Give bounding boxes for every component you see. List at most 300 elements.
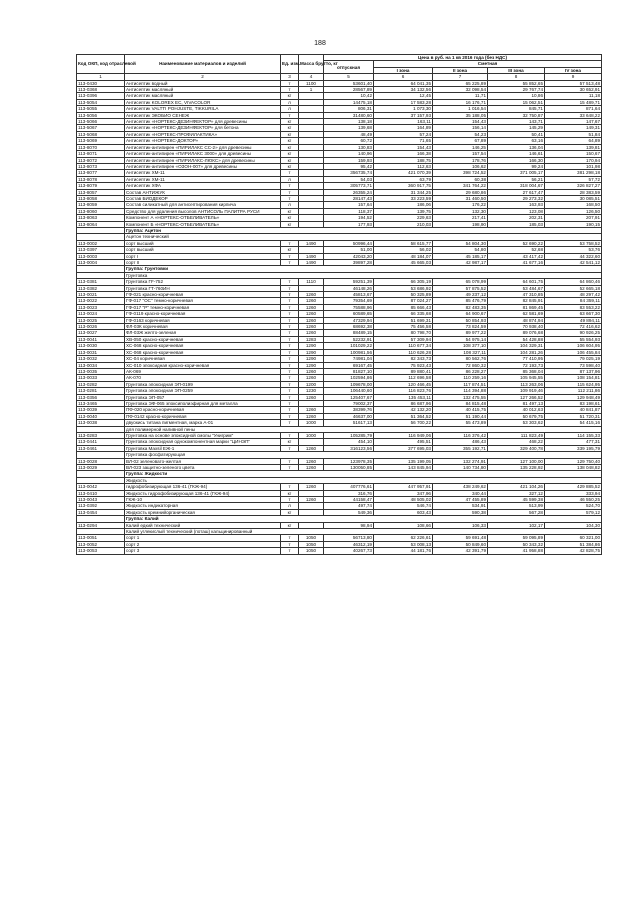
cell-mass: 1260 <box>299 311 324 317</box>
cell-code: 113-0038 <box>77 420 125 426</box>
cell-release: 157,64 <box>324 202 374 208</box>
cell-code: 113-5066 <box>77 119 125 125</box>
cell-z3: 136,04 <box>488 144 545 150</box>
cell-z2: 72 860,32 <box>433 362 488 368</box>
cell-release: 60589,65 <box>324 311 374 317</box>
cell-code: 113-8060 <box>77 208 125 214</box>
cell-unit: т <box>281 420 299 426</box>
cell-code: 113-5055 <box>77 106 125 112</box>
cell-unit: т <box>281 112 299 118</box>
cell-z4: 53,76 <box>545 247 602 253</box>
cell-unit: кг <box>281 138 299 144</box>
cell-z3: 109 919,46 <box>488 388 545 394</box>
section-title: Группа: Ацетон <box>125 227 602 233</box>
cell-z2: 59 691,48 <box>433 535 488 541</box>
cell-z3: 56,21 <box>488 176 545 182</box>
cell-z2: 57 875,52 <box>433 285 488 291</box>
cell-unit: т <box>281 330 299 336</box>
cell-z1: 135 453,11 <box>374 394 433 400</box>
cell-code: 113-0034 <box>77 362 125 368</box>
cell-mass: 1260 <box>299 458 324 464</box>
cell-release: 45813,67 <box>324 292 374 298</box>
cell-z1: 62 226,61 <box>374 535 433 541</box>
cell-z3: 32 750,87 <box>488 112 545 118</box>
cell-mass: 1260 <box>299 298 324 304</box>
cell-z2: 355 192,71 <box>433 445 488 451</box>
cell-z4: 30 085,51 <box>545 195 602 201</box>
header-estimate: Сметная <box>374 61 602 67</box>
cell-release: 549,36 <box>324 509 374 515</box>
cell-z4: 90 926,25 <box>545 330 602 336</box>
cell-z2: 1 016,54 <box>433 106 488 112</box>
cell-z3: 50 343,32 <box>488 541 545 547</box>
cell-unit: л <box>281 176 299 182</box>
cell-code: 113-8063 <box>77 215 125 221</box>
cell-unit: т <box>281 356 299 362</box>
cell-unit: т <box>281 381 299 387</box>
cell-code: 113-5068 <box>77 131 125 137</box>
cell-z2: 54 804,30 <box>433 240 488 246</box>
cell-z3: 146,61 <box>488 151 545 157</box>
cell-release: 356735,74 <box>324 170 374 176</box>
cell-z3: 123,08 <box>488 208 545 214</box>
cell-unit: кг <box>281 522 299 528</box>
cell-unit: кг <box>281 247 299 253</box>
cell-name: Антисептик масляный <box>125 93 281 99</box>
cell-z2: 64 900,67 <box>433 311 488 317</box>
cell-release: 46312,19 <box>324 541 374 547</box>
cell-code: 113-0025 <box>77 317 125 323</box>
cell-name: ГФ-017 "Р" темно-коричневая <box>125 304 281 310</box>
cell-z1: 116 823,76 <box>374 388 433 394</box>
cell-name: гидрофобизирующая 136-41 (ГКЖ-94) <box>125 484 281 490</box>
col-number: 2 <box>125 74 281 80</box>
cell-unit: т <box>281 400 299 406</box>
cell-z1: 56 700,22 <box>374 420 433 426</box>
header-name: Наименование материалов и изделий <box>125 55 281 74</box>
cell-z4: 108 154,81 <box>545 375 602 381</box>
cell-code: 113-5069 <box>77 138 125 144</box>
cell-z4: 150,67 <box>545 151 602 157</box>
cell-z2: 106,62 <box>433 163 488 169</box>
cell-name: Компонент А «НОРТЕКС-ОТБЕЛИВАТЕЛЬ» <box>125 215 281 221</box>
cell-release: 54,03 <box>324 176 374 182</box>
cell-release: 26355,24 <box>324 189 374 195</box>
cell-z1: 71,65 <box>374 138 433 144</box>
cell-unit: т <box>281 170 299 176</box>
page-number: 188 <box>314 40 326 47</box>
cell-z3: 52,68 <box>488 247 545 253</box>
subsection-title: Грунтовка <box>125 272 602 278</box>
cell-z3: 202,31 <box>488 215 545 221</box>
cell-name: сорт 3 <box>125 548 281 554</box>
cell-unit: т <box>281 349 299 355</box>
cell-z2: 42 391,79 <box>433 548 488 554</box>
cell-name: Антисептик масляный <box>125 87 281 93</box>
cell-z2: 198,90 <box>433 221 488 227</box>
cell-mass: 1260 <box>299 324 324 330</box>
cell-z4: 115 624,95 <box>545 381 602 387</box>
cell-release: 100981,56 <box>324 349 374 355</box>
cell-name: Жидкость кремнийорганическая <box>125 509 281 515</box>
cell-name: Состав силикатный для антисептирования кирпича <box>125 202 281 208</box>
cell-name: Антисептик-антипирен «ПИРИЛАКС СС-2» для древесины <box>125 144 281 150</box>
cell-z1: 85 666,43 <box>374 304 433 310</box>
cell-code: 113-0027 <box>77 330 125 336</box>
cell-name: сорт I <box>125 253 281 259</box>
cell-z2: 40 415,75 <box>433 407 488 413</box>
cell-name: Грунтовка эпоксидная однокомпонентная марки "ЦИНЭП" <box>125 439 281 445</box>
cell-z1: 64 041,35 <box>374 80 433 86</box>
cell-z2: 438 249,62 <box>433 484 488 490</box>
header-zone4: IV зона <box>545 67 602 73</box>
cell-z1: 56,02 <box>374 247 433 253</box>
cell-z2: 146,25 <box>433 144 488 150</box>
cell-z2: 11,71 <box>433 93 488 99</box>
cell-z3: 89 076,68 <box>488 330 545 336</box>
cell-name: Жидкость индикаторная <box>125 503 281 509</box>
cell-unit: т <box>281 445 299 451</box>
cell-code: 113-0028 <box>77 458 125 464</box>
cell-name: ГФ-0163 коричневая <box>125 317 281 323</box>
cell-z3: 47 310,85 <box>488 292 545 298</box>
cell-z1: 421 070,39 <box>374 170 433 176</box>
cell-unit: т <box>281 343 299 349</box>
subsection-title: Калий углекислый технический (поташ) кальцинированный <box>125 529 602 535</box>
cell-z2: 60,38 <box>433 176 488 182</box>
cell-z4: 168,50 <box>545 202 602 208</box>
cell-release: 125407,67 <box>324 394 374 400</box>
cell-unit: т <box>281 240 299 246</box>
cell-name: ПФ-020 красно-коричневая <box>125 407 281 413</box>
header-price-group: Цена в руб. на 1 кв 2016 года (без НДС) <box>324 55 602 61</box>
cell-z4: 83 553,22 <box>545 304 602 310</box>
cell-z4: 28 383,59 <box>545 189 602 195</box>
cell-unit: т <box>281 465 299 471</box>
cell-release: 69167,45 <box>324 362 374 368</box>
cell-z4: 33 648,22 <box>545 112 602 118</box>
cell-unit: л <box>281 202 299 208</box>
cell-code: 113-0356 <box>77 394 125 400</box>
cell-release: 177,93 <box>324 221 374 227</box>
cell-release: 79002,37 <box>324 400 374 406</box>
cell-code: 113-8073 <box>77 163 125 169</box>
cell-mass: 1260 <box>299 445 324 451</box>
cell-z4: 60 321,00 <box>545 535 602 541</box>
cell-mass: 1050 <box>299 535 324 541</box>
cell-z2: 108 377,10 <box>433 343 488 349</box>
cell-unit: кг <box>281 439 299 445</box>
table-body <box>77 80 602 554</box>
cell-name: ПФ-0142 красно-коричневая <box>125 413 281 419</box>
cell-z1: 135 199,05 <box>374 458 433 464</box>
cell-z2: 29 680,86 <box>433 189 488 195</box>
col-number: 6 <box>374 74 433 80</box>
cell-unit: кг <box>281 509 299 515</box>
cell-z1: 42 132,20 <box>374 407 433 413</box>
cell-release: 139,68 <box>324 125 374 131</box>
cell-name: ФЛ-03К коричневая <box>125 324 281 330</box>
cell-z1: 110 626,28 <box>374 349 433 355</box>
cell-mass: 1260 <box>299 368 324 374</box>
cell-z4: 129 750,40 <box>545 458 602 464</box>
header-zone1: I зона <box>374 67 433 73</box>
cell-z4: 79 025,19 <box>545 356 602 362</box>
cell-code: 113-5067 <box>77 125 125 131</box>
cell-unit: т <box>281 311 299 317</box>
cell-code: 113-0052 <box>77 541 125 547</box>
cell-mass: 1260 <box>299 317 324 323</box>
cell-z1: 66 335,68 <box>374 311 433 317</box>
cell-z2: 82 483,35 <box>433 304 488 310</box>
cell-z3: 185,03 <box>488 221 545 227</box>
cell-release: 88489,15 <box>324 330 374 336</box>
cell-code: 113-0053 <box>77 548 125 554</box>
cell-release: 38399,76 <box>324 407 374 413</box>
cell-code: 113-0041 <box>77 336 125 342</box>
cell-z2: 114 394,88 <box>433 388 488 394</box>
col-number: 3 <box>281 74 299 80</box>
cell-z4: 11,18 <box>545 93 602 99</box>
cell-mass: 1260 <box>299 407 324 413</box>
cell-code: 113-0031 <box>77 349 125 355</box>
cell-z4: 64 860,46 <box>545 279 602 285</box>
cell-z1: 377 695,03 <box>374 445 433 451</box>
cell-z3: 52 690,22 <box>488 240 545 246</box>
cell-z2: 55 473,89 <box>433 420 488 426</box>
cell-name: Антисептик-антипирен «ОЗОН-007» для древесины <box>125 163 281 169</box>
header-unit: Ед. изм. <box>281 55 299 74</box>
col-number: 4 <box>299 74 324 80</box>
cell-z4: 139,81 <box>545 144 602 150</box>
cell-z2: 84 815,48 <box>433 400 488 406</box>
cell-release: 105285,79 <box>324 432 374 438</box>
cell-release: 48,49 <box>324 131 374 137</box>
cell-z4: 429 885,52 <box>545 484 602 490</box>
cell-z4: 63 667,30 <box>545 311 602 317</box>
cell-release: 130,83 <box>324 144 374 150</box>
cell-release: 497,74 <box>324 503 374 509</box>
cell-z3: 40 012,63 <box>488 407 545 413</box>
cell-z1: 57 309,94 <box>374 336 433 342</box>
cell-name: ГКЖ-10 <box>125 497 281 503</box>
cell-z4: 30 652,91 <box>545 87 602 93</box>
cell-z2: 117 874,51 <box>433 381 488 387</box>
cell-z1: 166,38 <box>374 151 433 157</box>
cell-z4: 149,31 <box>545 125 602 131</box>
cell-z4: 53 758,52 <box>545 240 602 246</box>
cell-z4: 326 827,27 <box>545 183 602 189</box>
cell-z4: 51 384,86 <box>545 541 602 547</box>
cell-z3: 29 273,32 <box>488 195 545 201</box>
cell-name: Антисептик ЭКОБИО СЕНЕЖ <box>125 112 281 118</box>
cell-unit: т <box>281 432 299 438</box>
cell-z1: 229,63 <box>374 215 433 221</box>
cell-z1: 188,75 <box>374 157 433 163</box>
cell-z2: 178,76 <box>433 157 488 163</box>
cell-z4: 42 541,12 <box>545 260 602 266</box>
cell-z3: 567,28 <box>488 509 545 515</box>
cell-z2: 341 764,22 <box>433 183 488 189</box>
cell-code: 113-8079 <box>77 183 125 189</box>
section-title: Группа: Жидкости <box>125 471 602 477</box>
cell-code: 113-8058 <box>77 195 125 201</box>
cell-z3: 85 368,04 <box>488 368 545 374</box>
cell-z2: 32 098,54 <box>433 87 488 93</box>
cell-name: Антисептик «НОРТЕКС-ДЕЗИНФЕКТОР» для бетона <box>125 125 281 131</box>
cell-z3: 63,16 <box>488 138 545 144</box>
cell-mass: 1000 <box>299 420 324 426</box>
cell-z4: 52 665,18 <box>545 285 602 291</box>
cell-unit: т <box>281 324 299 330</box>
cell-code: 113-0294 <box>77 522 125 528</box>
cell-mass: 1260 <box>299 497 324 503</box>
cell-code: 113-0397 <box>77 247 125 253</box>
cell-z1: 143 845,94 <box>374 465 433 471</box>
cell-release: 14475,18 <box>324 99 374 105</box>
cell-unit: кг <box>281 221 299 227</box>
cell-code: 113-8070 <box>77 144 125 150</box>
cell-z2: 50 854,93 <box>433 317 488 323</box>
cell-name: Грунтовка на основе эпоксидной смолы "Унигрим" <box>125 432 281 438</box>
cell-release: 75588,96 <box>324 304 374 310</box>
cell-z3: 41 958,88 <box>488 548 545 554</box>
cell-mass: 1260 <box>299 304 324 310</box>
cell-z3: 327,12 <box>488 490 545 496</box>
cell-z3: 15 062,51 <box>488 99 545 105</box>
cell-mass: 1490 <box>299 240 324 246</box>
cell-z4: 54 415,16 <box>545 420 602 426</box>
cell-name: ФЛ-03Ж желто-зеленая <box>125 330 281 336</box>
cell-z2: 140 734,80 <box>433 465 488 471</box>
cell-code: 113-0035 <box>77 368 125 374</box>
cell-unit: т <box>281 497 299 503</box>
cell-release: 74981,04 <box>324 356 374 362</box>
cell-z2: 176,22 <box>433 202 488 208</box>
cell-code: 113-0282 <box>77 381 125 387</box>
cell-code: 113-0040 <box>77 413 125 419</box>
cell-z2: 54,80 <box>433 247 488 253</box>
cell-z3: 513,99 <box>488 503 545 509</box>
cell-mass: 1290 <box>299 356 324 362</box>
cell-unit: л <box>281 503 299 509</box>
cell-mass: 1260 <box>299 330 324 336</box>
section-title: Группа: Грунтовки <box>125 266 602 272</box>
cell-unit: т <box>281 394 299 400</box>
cell-release: 407776,61 <box>324 484 374 490</box>
cell-z1: 139,75 <box>374 208 433 214</box>
cell-z1: 53 008,13 <box>374 541 433 547</box>
cell-z1: 17 583,28 <box>374 99 433 105</box>
cell-z4: 72 416,62 <box>545 324 602 330</box>
cell-mass: 1050 <box>299 541 324 547</box>
header-release: отпускная <box>324 61 374 74</box>
cell-code: 113-0039 <box>77 407 125 413</box>
cell-z2: 108 327,11 <box>433 349 488 355</box>
cell-z1: 57,24 <box>374 131 433 137</box>
cell-z2: 534,91 <box>433 503 488 509</box>
cell-release: 81827,10 <box>324 368 374 374</box>
cell-z1: 163,11 <box>374 119 433 125</box>
cell-mass: 1490 <box>299 253 324 259</box>
cell-name: ВЛ-02 зеленовато-желтая <box>125 458 281 464</box>
cell-release: 51,00 <box>324 247 374 253</box>
cell-code: 113-0024 <box>77 311 125 317</box>
cell-z1: 51 364,52 <box>374 413 433 419</box>
cell-unit: л <box>281 106 299 112</box>
cell-z2: 116 376,42 <box>433 432 488 438</box>
cell-z3: 50 679,75 <box>488 413 545 419</box>
cell-release: 159,93 <box>324 157 374 163</box>
cell-z4: 83 198,61 <box>545 400 602 406</box>
cell-mass: 1110 <box>299 279 324 285</box>
cell-z2: 156,14 <box>433 125 488 131</box>
cell-z3: 145,29 <box>488 125 545 131</box>
cell-z1: 210,03 <box>374 221 433 227</box>
cell-z4: 871,64 <box>545 106 602 112</box>
cell-z3: 48 874,94 <box>488 317 545 323</box>
cell-z1: 31 344,25 <box>374 189 433 195</box>
cell-name: Антисептик «НОРТЕКС-ПРОФИЛАКТИКА» <box>125 131 281 137</box>
cell-z3: 50,41 <box>488 131 545 137</box>
cell-z4: 104,30 <box>545 522 602 528</box>
cell-name: Средство для удаления высолов АНТИСОЛЬ ПАЛИТРА РУСИ <box>125 208 281 214</box>
cell-z4: 333,94 <box>545 490 602 496</box>
cell-unit: кг <box>281 119 299 125</box>
cell-z3: 70 938,40 <box>488 324 545 330</box>
cell-z3: 81 869,45 <box>488 304 545 310</box>
cell-z4: 57 513,48 <box>545 80 602 86</box>
cell-z3: 27 617,47 <box>488 189 545 195</box>
cell-z2: 154,43 <box>433 119 488 125</box>
cell-name: Грунтовка эпоксидная ЭП-0259 <box>125 388 281 394</box>
cell-unit: т <box>281 368 299 374</box>
cell-z1: 89 880,41 <box>374 368 433 374</box>
cell-z3: 329 400,78 <box>488 445 545 451</box>
cell-z1: 58 615,77 <box>374 240 433 246</box>
cell-mass: 1050 <box>299 548 324 554</box>
cell-z3: 81 497,13 <box>488 400 545 406</box>
cell-release: 194,52 <box>324 215 374 221</box>
cell-name: двуокись титана пигментная, марка А-01 <box>125 420 281 426</box>
col-number: 1 <box>77 74 125 80</box>
cell-z3: 127 100,00 <box>488 458 545 464</box>
col-number: 9 <box>545 74 602 80</box>
cell-name: ХС-010 эпоксидная красно-коричневая <box>125 362 281 368</box>
cell-release: 50996,44 <box>324 240 374 246</box>
cell-name: Состав АНТИЖУК <box>125 189 281 195</box>
table-row <box>77 548 602 554</box>
subsection-title: Грунтовка фосфатирующая <box>125 452 602 458</box>
cell-release: 68692,38 <box>324 324 374 330</box>
cell-code: 113-8057 <box>77 189 125 195</box>
cell-z1: 447 957,91 <box>374 484 433 490</box>
cell-name: ГФ-0119 красно-коричневая <box>125 311 281 317</box>
cell-z4: 15 489,71 <box>545 99 602 105</box>
cell-name: ГФ-021 красно-коричневая <box>125 292 281 298</box>
cell-z2: 86 228,27 <box>433 368 488 374</box>
cell-name: ХВ-050 красно-коричневая <box>125 336 281 342</box>
cell-name: Грунтовка ЭФ-065 эпоксиполиэфирная для металла <box>125 400 281 406</box>
cell-release: 44158,47 <box>324 497 374 503</box>
cell-unit: т <box>281 87 299 93</box>
cell-code: 113-0283 <box>77 432 125 438</box>
cell-z1: 63,79 <box>374 176 433 182</box>
cell-code: 113-0392 <box>77 503 125 509</box>
cell-z2: 106,33 <box>433 522 488 528</box>
cell-unit: т <box>281 458 299 464</box>
cell-z1: 186,06 <box>374 202 433 208</box>
